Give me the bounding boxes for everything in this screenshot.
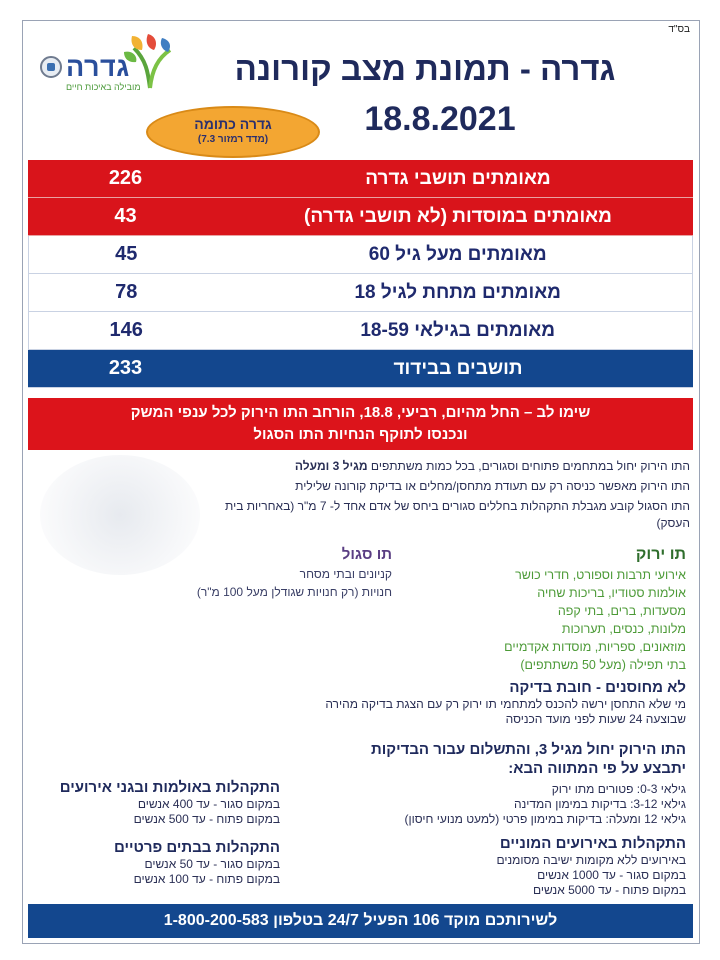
purple-pass-list xyxy=(120,546,392,601)
stat-row xyxy=(28,198,693,236)
city-emblem-icon xyxy=(40,56,62,78)
unvaccinated-line-2: שבוצעה 24 שעות לפני מועד הכניסה xyxy=(505,712,686,726)
list-item: במקום פתוח - עד 100 אנשים xyxy=(133,872,280,886)
stat-row xyxy=(28,274,693,312)
list-item: גילאי 0-3: פטורים מתו ירוק xyxy=(551,782,686,796)
stat-row xyxy=(28,350,693,388)
stat-value: 43 xyxy=(114,205,137,227)
list-item: חנויות (רק חנויות שגודלן מעל 100 מ"ר) xyxy=(196,585,392,599)
stat-label: מאומתים מעל גיל 60 xyxy=(368,243,547,265)
stat-label: מאומתים בגילאי 18-59 xyxy=(360,319,556,341)
list-item: אולמות סטודיו, בריכות שחיה xyxy=(537,586,686,600)
rule-2: התו הירוק מאפשר כניסה רק עם תעודת מתחסן/מחלים או בדיקת קורונה שלילית xyxy=(295,479,690,493)
stat-value: 233 xyxy=(108,357,143,379)
list-item: במקום סגור - עד 1000 אנשים xyxy=(537,868,686,882)
stat-value: 226 xyxy=(108,167,143,189)
unvaccinated-section xyxy=(66,678,686,727)
stat-value: 78 xyxy=(115,281,138,303)
list-item: במקום סגור - עד 50 אנשים xyxy=(144,857,280,871)
list-item: מלונות, כנסים, תערוכות xyxy=(561,622,686,636)
stat-value: 146 xyxy=(109,319,143,341)
list-item: מוזאונים, ספריות, מוסדות אקדמיים xyxy=(504,640,686,654)
stats-table xyxy=(28,160,693,388)
list-item: במקום סגור - עד 400 אנשים xyxy=(137,797,280,811)
unvaccinated-line-1: מי שלא התחסן ירשה להכנס למתחמי תו ירוק רק עם הצגת בדיקה מהירה xyxy=(325,697,686,711)
badge-index: (מדד רמזור 7.3) xyxy=(197,134,269,145)
list-item: במקום פתוח - עד 5000 אנשים xyxy=(532,883,686,897)
logo-name: גדרה xyxy=(66,52,130,82)
report-date: 18.8.2021 xyxy=(364,100,516,138)
private-title: התקהלות בבתים פרטיים xyxy=(113,839,280,856)
testing-title-2: יתבצע על פי המתווה הבא: xyxy=(508,760,686,777)
stat-label: מאומתים מתחת לגיל 18 xyxy=(354,281,561,303)
badge-status: גדרה כתומה xyxy=(194,116,272,132)
logo-tagline: מובילה באיכות חיים xyxy=(66,82,141,92)
stat-row xyxy=(28,236,693,274)
testing-section xyxy=(266,740,686,827)
stat-row xyxy=(28,160,693,198)
private-section xyxy=(30,838,280,887)
unvaccinated-title: לא מחוסנים - חובת בדיקה xyxy=(509,679,686,696)
rule-3: התו הסגול קובע מגבלת התקהלות בחללים סגורים ביחס של אדם אחד ל- 7 מ"ר (באחריות בית העסק) xyxy=(225,499,690,530)
stat-label: מאומתים תושבי גדרה xyxy=(365,167,551,189)
halls-title: התקהלות באולמות ובגני אירועים xyxy=(59,779,280,796)
list-item: גילאי 12 ומעלה: בדיקות במימון פרטי (למעט מנועי חיסון) xyxy=(404,812,686,826)
page-title: גדרה - תמונת מצב קורונה xyxy=(234,50,616,87)
halls-section xyxy=(30,778,280,827)
stat-label: תושבים בבידוד xyxy=(393,357,523,379)
list-item: קניונים ובתי מסחר xyxy=(299,567,392,581)
list-item: מסעדות, ברים, בתי קפה xyxy=(557,604,686,618)
green-pass-list xyxy=(426,546,686,674)
list-item: במקום פתוח - עד 500 אנשים xyxy=(133,812,280,826)
testing-title-1: התו הירוק יחול מגיל 3, והתשלום עבור הבדיקות xyxy=(370,741,686,758)
alert-line-2: ונכנסו לתוקף הנחיות התו הסגול xyxy=(253,426,468,443)
traffic-light-badge xyxy=(146,106,320,158)
bsd-mark: בס"ד xyxy=(668,24,690,35)
list-item: בתי תפילה (מעל 50 משתתפים) xyxy=(520,658,686,672)
green-pass-title: תו ירוק xyxy=(635,546,686,563)
alert-line-1: שימו לב – החל מהיום, רביעי, 18.8, הורחב התו הירוק לכל ענפי המשק xyxy=(130,404,591,421)
rule-1 xyxy=(60,458,690,475)
events-section xyxy=(386,834,686,898)
stat-row xyxy=(28,312,693,350)
purple-pass-title: תו סגול xyxy=(341,546,392,563)
hotline-footer: לשירותכם מוקד 106 הפעיל 24/7 בטלפון 1-800-200-583 xyxy=(28,904,693,938)
rule-1-age: מגיל 3 ומעלה xyxy=(294,459,368,473)
list-item: אירועי תרבות וספורט, חדרי כושר xyxy=(515,568,686,582)
list-item: גילאי 3-12: בדיקות במימון המדינה xyxy=(513,797,686,811)
alert-banner xyxy=(28,398,693,450)
rule-1-text: התו הירוק יחול במתחמים פתוחים וסגורים, בכל כמות משתתפים xyxy=(367,459,690,473)
rules-block xyxy=(60,458,690,535)
stat-value: 45 xyxy=(115,243,138,265)
stat-label: מאומתים במוסדות (לא תושבי גדרה) xyxy=(304,205,612,227)
events-title: התקהלות באירועים המוניים xyxy=(499,835,686,852)
gedera-logo xyxy=(38,32,178,96)
list-item: באירועים ללא מקומות ישיבה מסומנים xyxy=(496,853,686,867)
